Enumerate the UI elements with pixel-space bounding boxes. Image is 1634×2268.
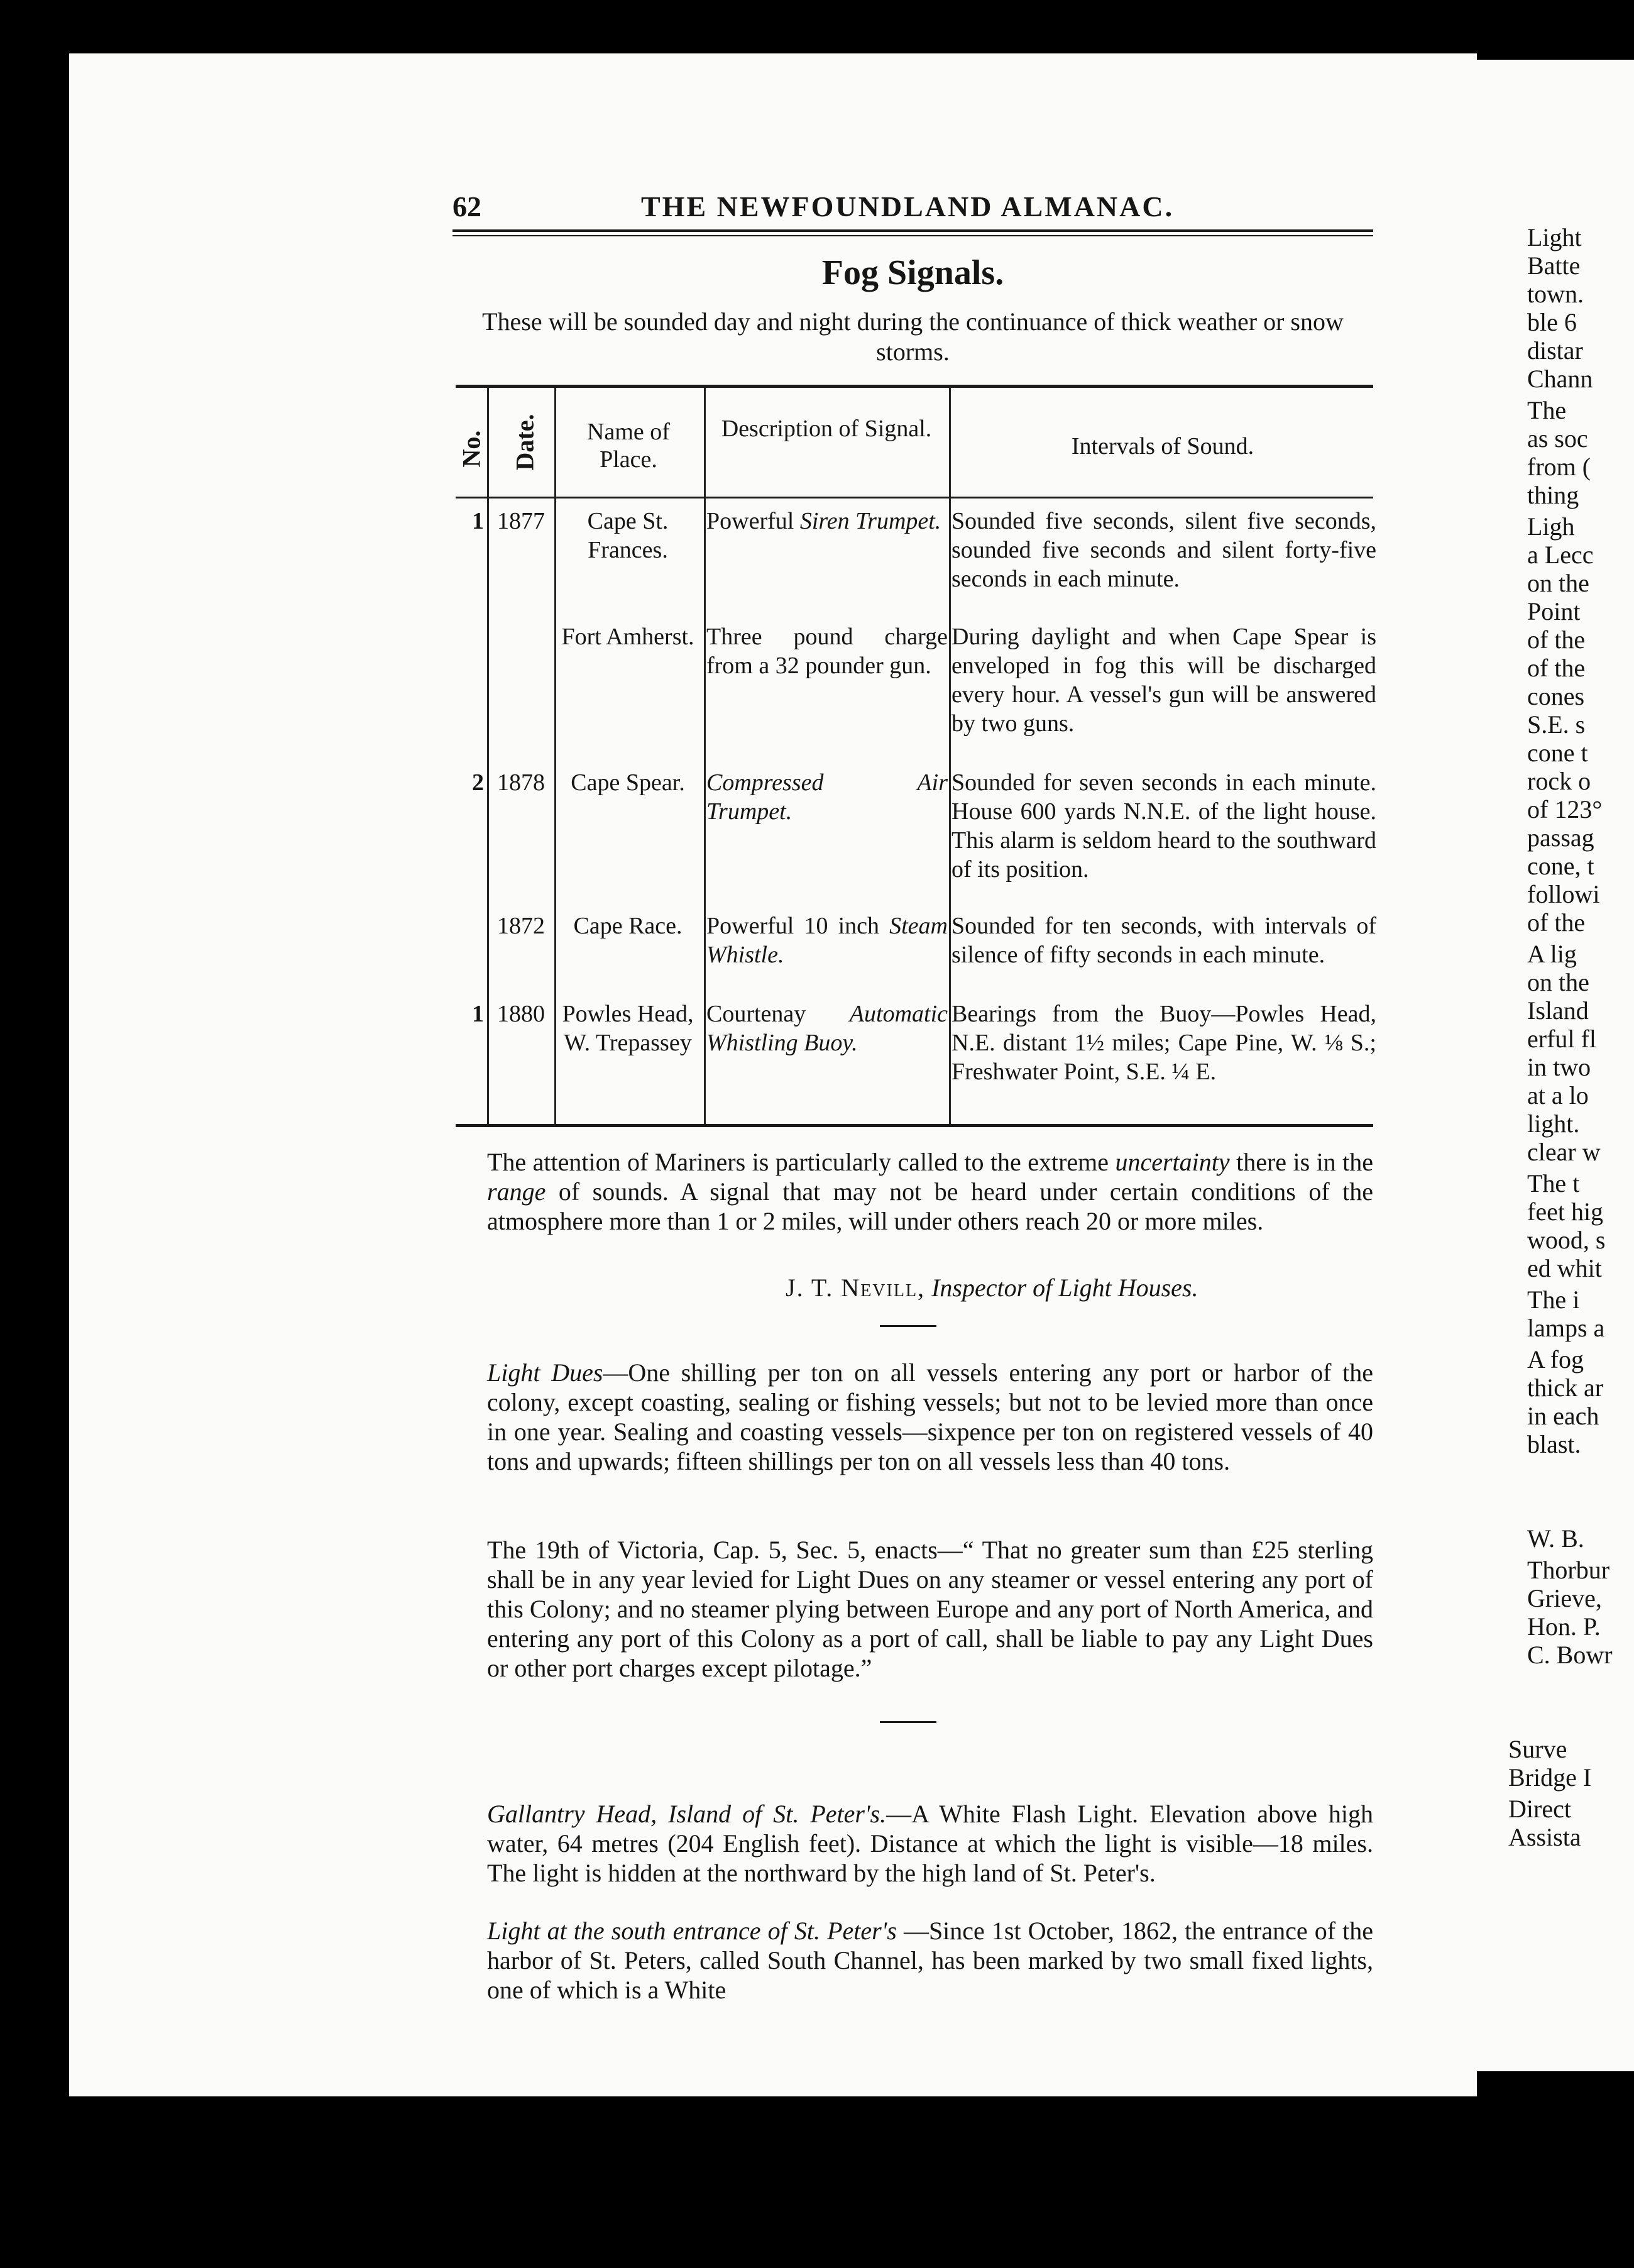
right-page-line: Grieve, — [1527, 1584, 1602, 1612]
right-page-line: ble 6 — [1527, 308, 1577, 336]
notice-text: there is in the — [1229, 1148, 1373, 1176]
right-page-line: A fog — [1527, 1345, 1584, 1373]
header-description: Description of Signal. — [721, 416, 932, 442]
row-no: 1 — [472, 1001, 484, 1027]
running-title: THE NEWFOUNDLAND ALMANAC. — [641, 190, 1175, 223]
col-rule — [704, 388, 706, 1124]
right-page-line: Ligh — [1527, 512, 1575, 541]
row-place: Powles Head, W. Trepassey — [562, 1001, 694, 1056]
header-date: Date. — [510, 414, 539, 471]
right-page-line: town. — [1527, 280, 1584, 308]
desc-plain: Courtenay — [706, 1001, 850, 1027]
right-page-line: cones — [1527, 682, 1585, 710]
act-paragraph: The 19th of Victoria, Cap. 5, Sec. 5, enacts—“ That no greater sum than £25 sterling shall be in any year levied for Light Dues on any steamer or vessel entering any port of this Colony; and no steamer plying between Europe and any port of North America, and entering any port of this Colony as a port of call, shall be liable to pay any Light Dues or other port charges except pilotage.” — [487, 1536, 1373, 1682]
light-dues-text: —One shilling per ton on all vessels entering any port or harbor of the colony, except coasting, sealing or fishing vessels; but not to be levied more than once in one year. Sealing and coasting vessels—sixpence per ton on registered vessels of 40 tons and upwards; fifteen shillings per ton on all vessels less than 40 tons. — [487, 1358, 1373, 1475]
table-bottom-rule — [456, 1124, 1373, 1127]
right-page-line: from ( — [1527, 453, 1591, 481]
right-page-line: W. B. — [1527, 1524, 1584, 1553]
right-page-line: A lig — [1527, 940, 1577, 968]
south-entrance-paragraph — [487, 1916, 1373, 2005]
row-description — [706, 911, 948, 969]
right-page-line: distar — [1527, 336, 1583, 365]
right-page-line: Thorbur — [1527, 1556, 1610, 1584]
right-page-line: Chann — [1527, 365, 1593, 393]
right-page-line: feet hig — [1527, 1197, 1604, 1226]
notice-emphasis: uncertainty — [1115, 1148, 1230, 1176]
head-rule-thin — [452, 235, 1373, 236]
row-date: 1880 — [497, 1001, 545, 1027]
signature-name: J. T. Nevill, — [786, 1274, 926, 1302]
table-header-rule — [456, 497, 1373, 498]
right-page-line: Light — [1527, 223, 1582, 251]
head-rule — [452, 229, 1373, 232]
right-page-line: ed whit — [1527, 1254, 1602, 1282]
right-page-line: S.E. s — [1527, 710, 1586, 739]
right-page-line: cone, t — [1527, 852, 1594, 880]
desc-italic: Siren Trumpet. — [799, 508, 941, 534]
right-page-line: of the — [1527, 908, 1586, 937]
page-number: 62 — [452, 190, 481, 223]
row-no: 1 — [472, 508, 484, 534]
light-dues-paragraph — [487, 1358, 1373, 1476]
section-title: Fog Signals. — [821, 253, 1004, 292]
right-page-line: rock o — [1527, 767, 1591, 795]
south-entrance-lead: Light at the south entrance of St. Peter's — [487, 1917, 897, 1945]
right-page-line: on the — [1527, 569, 1589, 597]
row-description — [706, 999, 948, 1057]
right-page-line: of 123° — [1527, 795, 1603, 823]
desc-italic: Steam Whistle. — [706, 913, 948, 968]
row-date: 1877 — [497, 508, 545, 534]
gallantry-lead: Gallantry Head, Island of St. Peter's. — [487, 1800, 887, 1828]
right-page-line: a Lecc — [1527, 541, 1594, 569]
section-divider — [880, 1325, 936, 1327]
right-page-line: thing — [1527, 481, 1579, 509]
right-page-line: Assista — [1508, 1823, 1581, 1851]
desc-plain: Powerful — [706, 508, 800, 534]
right-page-line: of the — [1527, 654, 1586, 682]
row-interval: During daylight and when Cape Spear is enveloped in fog this will be discharged every hour. A vessel's gun will be answered by two guns. — [951, 624, 1376, 737]
right-page-line: as soc — [1527, 424, 1588, 453]
notice-text: The attention of Mariners is particularly called to the extreme — [487, 1148, 1116, 1176]
row-no: 2 — [472, 769, 484, 796]
right-page-line: light. — [1527, 1109, 1580, 1138]
right-page-line: thick ar — [1527, 1373, 1604, 1402]
right-page-line: in two — [1527, 1053, 1591, 1081]
signature-role: Inspector of Light Houses. — [931, 1274, 1198, 1302]
intro-text: These will be sounded day and night during the continuance of thick weather or snow storms. — [482, 307, 1344, 366]
row-interval: Sounded for seven seconds in each minute. House 600 yards N.N.E. of the light house. This alarm is seldom heard to the southward of its position. — [951, 769, 1376, 883]
right-page-line: on the — [1527, 968, 1589, 996]
notice-emphasis: range — [487, 1177, 546, 1206]
row-description — [706, 507, 948, 536]
row-date: 1872 — [497, 913, 545, 939]
right-page-line: lamps a — [1527, 1314, 1605, 1342]
desc-plain: Powerful 10 inch — [706, 913, 890, 939]
right-page-line: Island — [1527, 996, 1589, 1025]
header-intervals: Intervals of Sound. — [1071, 433, 1254, 460]
row-interval: Sounded five seconds, silent five seconds, sounded five seconds and silent forty-five seconds in each minute. — [951, 508, 1376, 592]
right-page-line: clear w — [1527, 1138, 1601, 1166]
signature — [786, 1273, 1198, 1302]
desc-plain: Three pound charge from a 32 pounder gun. — [706, 624, 948, 679]
gallantry-text: —A White Flash Light. Elevation above high water, 64 metres (204 English feet). Distance at which the light is visible—18 miles. The light is hidden at the northward by the high land of St. Peter's. — [487, 1800, 1374, 1887]
right-page-line: The — [1527, 396, 1567, 424]
right-page-line: of the — [1527, 625, 1586, 654]
right-page-line: The i — [1527, 1285, 1580, 1314]
row-description — [706, 768, 948, 826]
row-place: Fort Amherst. — [561, 624, 694, 650]
right-page-line: wood, s — [1527, 1226, 1606, 1254]
right-page-line: C. Bowr — [1527, 1641, 1613, 1669]
gallantry-head-paragraph — [487, 1799, 1373, 1888]
right-page-line: Bridge I — [1508, 1763, 1592, 1792]
right-page — [1474, 60, 1634, 2071]
right-page-line: Hon. P. — [1527, 1612, 1601, 1641]
col-rule — [949, 388, 951, 1124]
light-dues-lead: Light Dues — [487, 1358, 603, 1387]
right-page-line: Point — [1527, 597, 1581, 625]
right-page-line: The t — [1527, 1169, 1580, 1197]
row-interval: Sounded for ten seconds, with intervals of silence of fifty seconds in each minute. — [951, 913, 1376, 968]
right-page-line: in each — [1527, 1402, 1599, 1430]
right-page-line: blast. — [1527, 1430, 1581, 1458]
running-head — [452, 190, 1373, 221]
row-date: 1878 — [497, 769, 545, 796]
table-top-rule — [456, 385, 1373, 388]
right-page-line: followi — [1527, 880, 1600, 908]
right-page-line: cone t — [1527, 739, 1588, 767]
right-page-line: Surve — [1508, 1735, 1567, 1763]
row-place: Cape Spear. — [571, 769, 685, 796]
header-place: Name of Place. — [587, 419, 670, 473]
desc-italic: Compressed Air Trumpet. — [706, 769, 948, 825]
right-page-line: at a lo — [1527, 1081, 1589, 1109]
section-divider — [880, 1721, 936, 1723]
notice-text: of sounds. A signal that may not be heard under certain conditions of the atmosphere more than 1 or 2 miles, will under others reach 20 or more miles. — [487, 1177, 1373, 1235]
south-entrance-text: —Since 1st October, 1862, the entrance of the harbor of St. Peters, called South Channel, has been marked by two small fixed lights, one of which is a White — [487, 1917, 1373, 2004]
right-page-line: erful fl — [1527, 1025, 1596, 1053]
row-description — [706, 622, 948, 680]
row-place: Cape Race. — [573, 913, 683, 939]
desc-italic: Automatic Whistling Buoy. — [706, 1001, 948, 1056]
right-page-line: Direct — [1508, 1795, 1571, 1823]
row-interval: Bearings from the Buoy—Powles Head, N.E. distant 1½ miles; Cape Pine, W. ⅛ S.; Freshwater Point, S.E. ¼ E. — [951, 1001, 1376, 1085]
header-no: No. — [457, 430, 486, 468]
right-page-line: Batte — [1527, 251, 1581, 280]
row-place: Cape St. Frances. — [587, 508, 669, 563]
mariners-notice — [487, 1147, 1373, 1236]
right-page-line: passag — [1527, 823, 1594, 852]
